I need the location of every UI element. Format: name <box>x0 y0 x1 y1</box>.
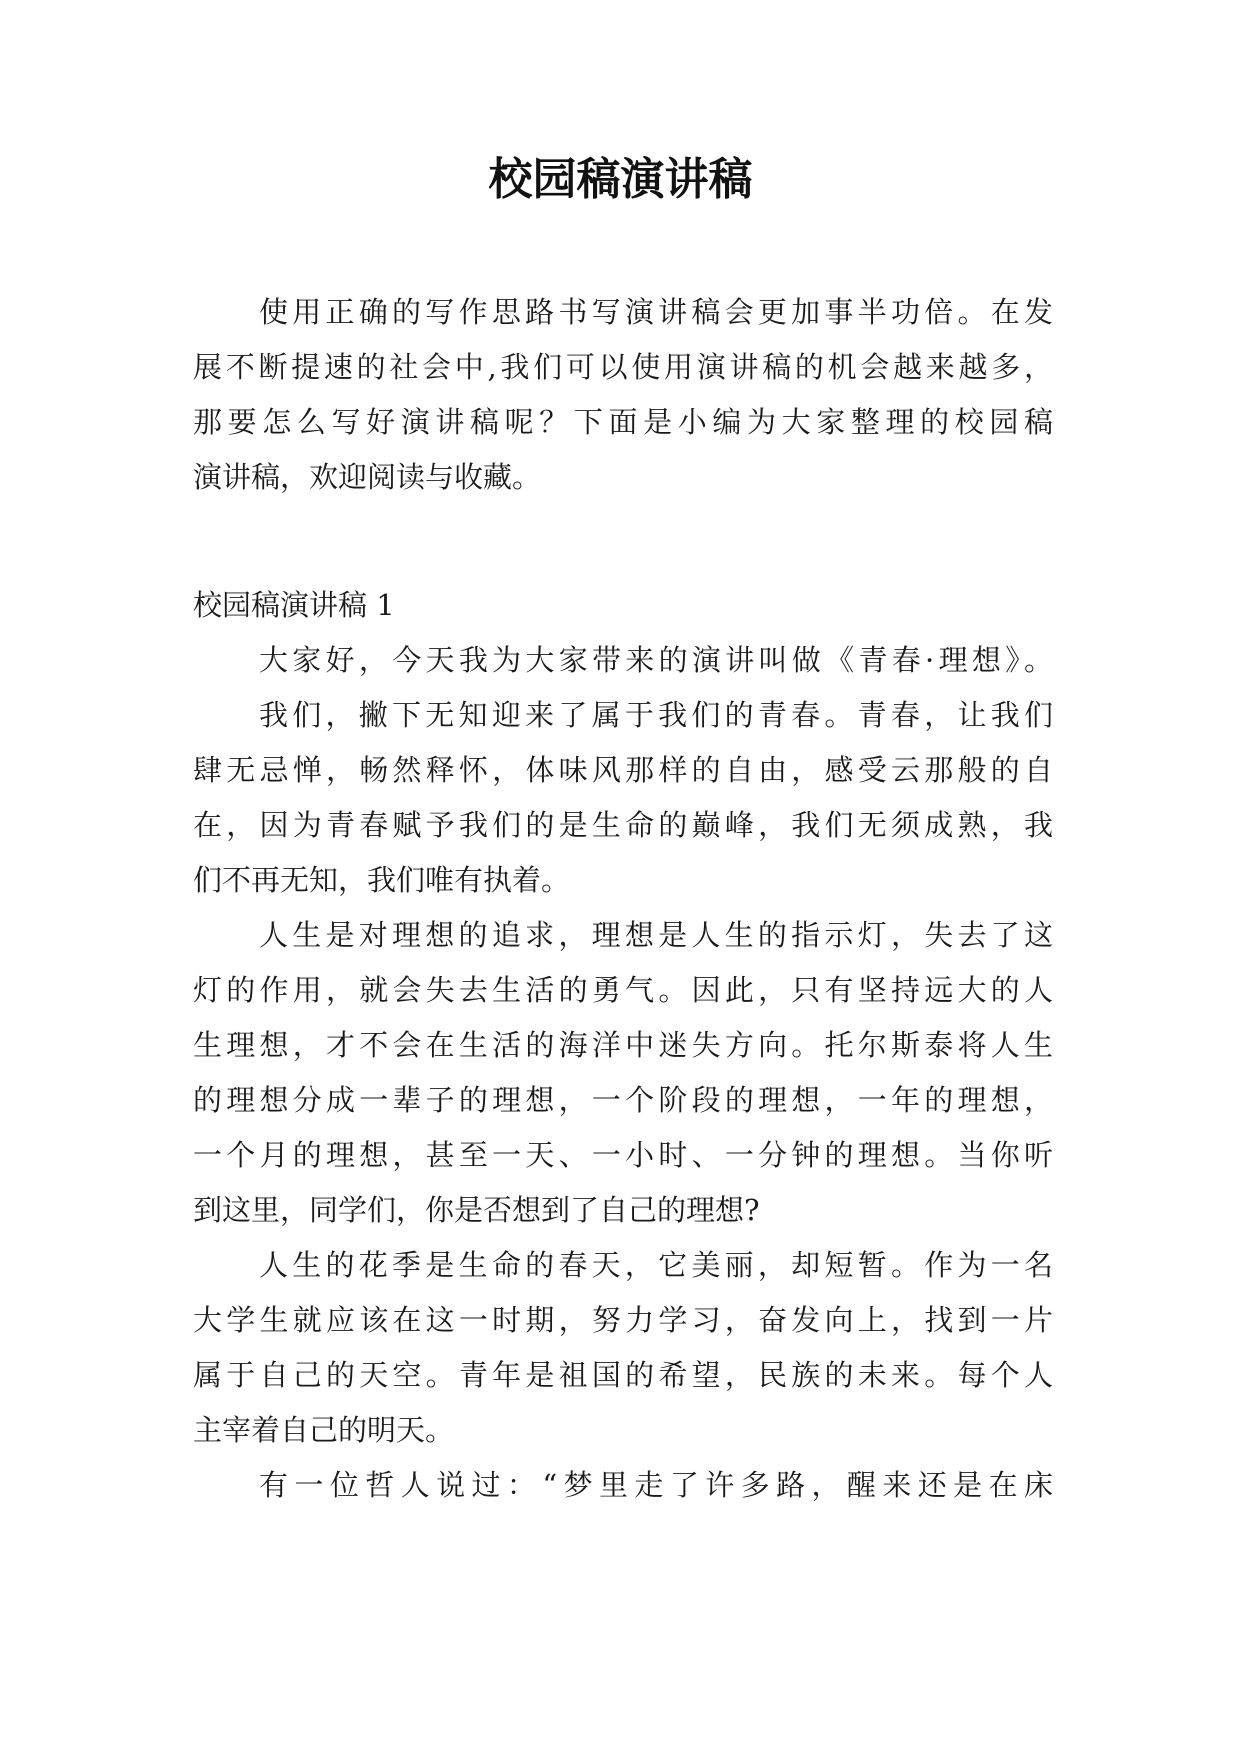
body-line: 属于自己的天空。青年是祖国的希望，民族的未来。每个人 <box>193 1358 1053 1392</box>
body-line: 灯的作用，就会失去生活的勇气。因此，只有坚持远大的人 <box>193 973 1053 1007</box>
intro-line: 那要怎么写好演讲稿呢？下面是小编为大家整理的校园稿 <box>193 405 1053 439</box>
section-heading: 校园稿演讲稿 1 <box>193 588 395 622</box>
body-line: 生理想，才不会在生活的海洋中迷失方向。托尔斯泰将人生 <box>193 1028 1053 1062</box>
body-line: 在，因为青春赋予我们的是生命的巅峰，我们无须成熟，我 <box>193 808 1053 842</box>
intro-line: 展不断提速的社会中,我们可以使用演讲稿的机会越来越多， <box>193 350 1053 384</box>
body-line: 人生是对理想的追求，理想是人生的指示灯，失去了这 <box>259 918 1053 952</box>
body-line: 我们，撇下无知迎来了属于我们的青春。青春，让我们 <box>259 698 1053 732</box>
body-line: 一个月的理想，甚至一天、一小时、一分钟的理想。当你听 <box>193 1138 1053 1172</box>
body-line: 主宰着自己的明天。 <box>193 1413 455 1447</box>
body-line: 大学生就应该在这一时期，努力学习，奋发向上，找到一片 <box>193 1303 1053 1337</box>
body-line: 的理想分成一辈子的理想，一个阶段的理想，一年的理想， <box>193 1083 1053 1117</box>
body-line: 们不再无知，我们唯有执着。 <box>193 863 571 897</box>
intro-line: 使用正确的写作思路书写演讲稿会更加事半功倍。在发 <box>259 295 1053 329</box>
body-line: 肆无忌惮，畅然释怀，体味风那样的自由，感受云那般的自 <box>193 753 1053 787</box>
body-line: 人生的花季是生命的春天，它美丽，却短暂。作为一名 <box>259 1248 1053 1282</box>
body-line: 有一位哲人说过：“梦里走了许多路，醒来还是在床 <box>259 1468 1053 1502</box>
body-line: 到这里，同学们，你是否想到了自己的理想? <box>193 1193 760 1227</box>
body-line: 大家好，今天我为大家带来的演讲叫做《青春·理想》。 <box>259 643 1053 677</box>
document-title: 校园稿演讲稿 <box>488 154 753 205</box>
intro-line: 演讲稿，欢迎阅读与收藏。 <box>193 460 542 494</box>
